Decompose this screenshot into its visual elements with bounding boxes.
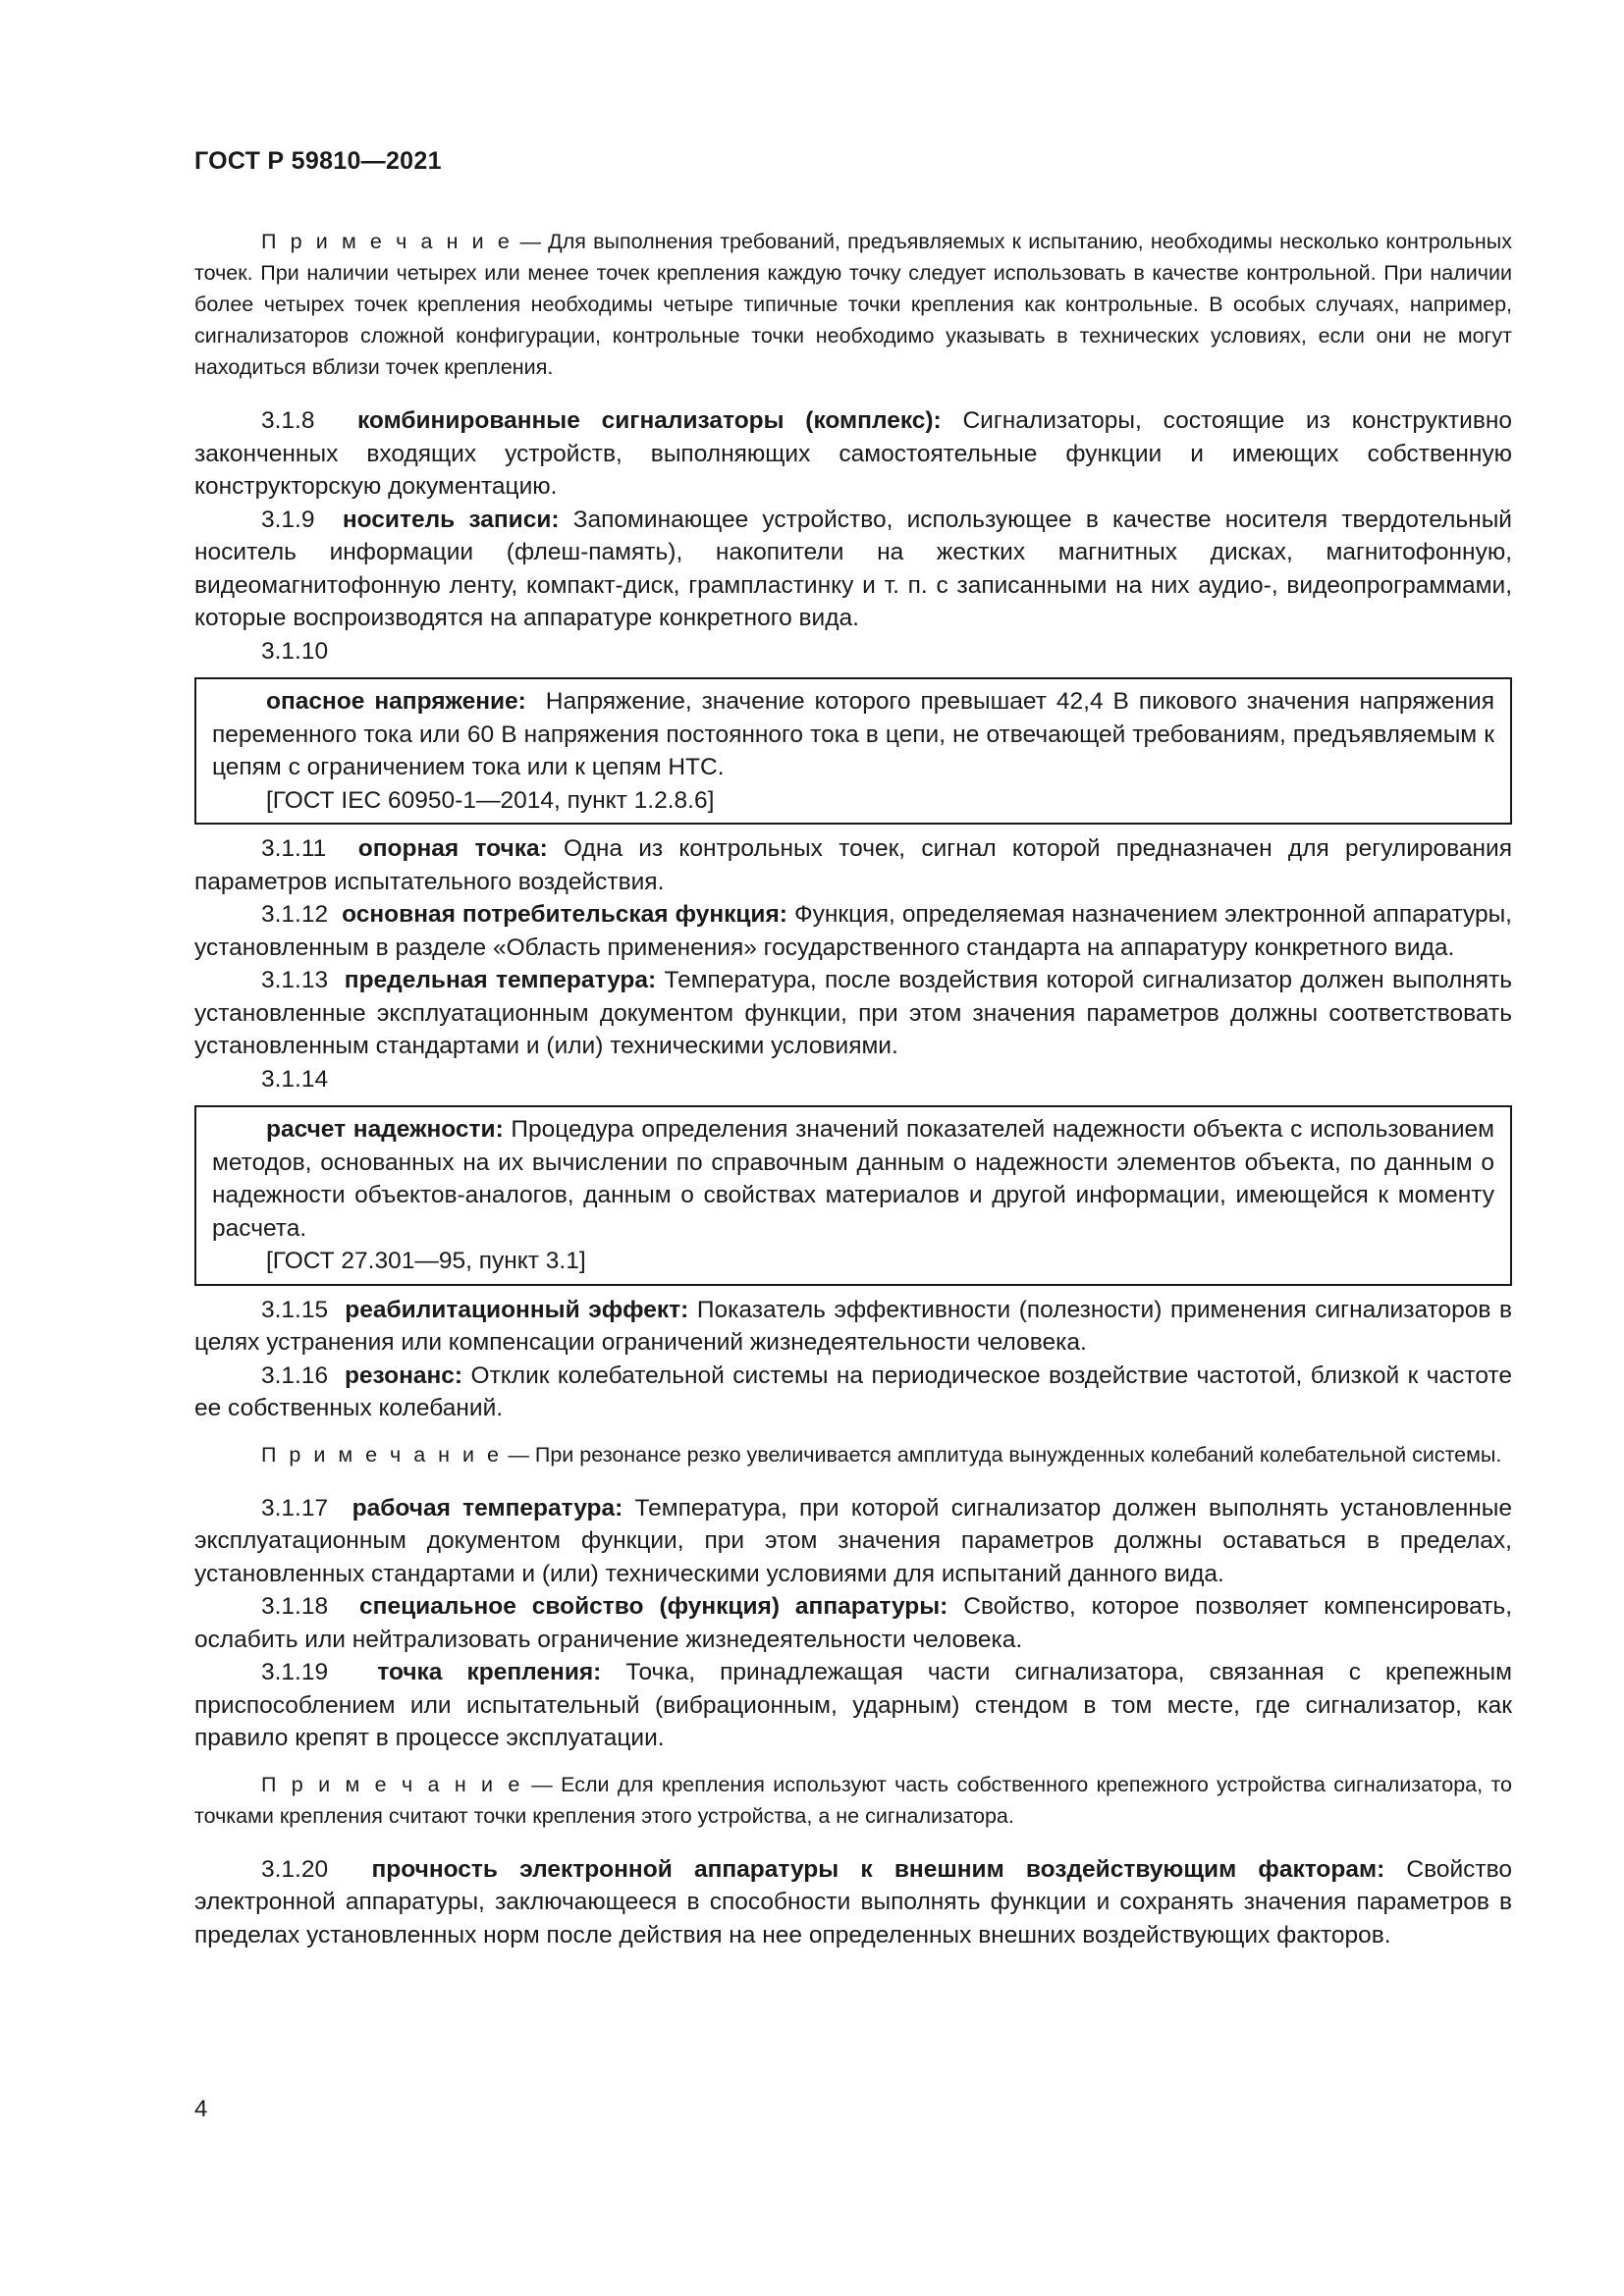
term-definition: Одна из контрольных точек, сигнал которой предназначен для регулирования параметров испытательного воздействия.	[194, 835, 1513, 895]
term-number: 3.1.17	[261, 1494, 352, 1522]
term-number: 3.1.9	[261, 506, 343, 533]
term-number: 3.1.8	[261, 407, 357, 434]
term-definition: Отклик колебательной системы на периодическое воздействие частотой, близкой к частоте ее собственных колебаний.	[194, 1362, 1513, 1421]
term-title: основная потребительская функция:	[342, 901, 787, 928]
page-content	[194, 226, 1512, 1951]
note-text: — При резонансе резко увеличивается амплитуда вынужденных колебаний колебательной системы.	[502, 1442, 1502, 1467]
term-title: опасное напряжение:	[266, 688, 526, 715]
term-definition: Запоминающее устройство, использующее в качестве носителя твердотельный носитель информации (флеш-память), накопители на жестких магнитных дисках, магнитофонную, видеомагнитофонную ленту, компакт-диск, грампластинку и т. п. с записанными на них аудио-, видеопрограммами, которые воспроизводятся на аппаратуре конкретного вида.	[194, 506, 1512, 631]
term-3-1-20	[194, 1853, 1512, 1952]
term-definition: Температура, после воздействия которой сигнализатор должен выполнять установленные эксплуатационным документом функции, при этом значения параметров должны соответствовать установленным стандартами и (или) техническими условиями.	[194, 967, 1513, 1059]
term-number: 3.1.12	[261, 901, 343, 928]
term-3-1-11	[194, 832, 1512, 898]
term-3-1-19	[194, 1656, 1512, 1755]
term-3-1-13	[194, 964, 1512, 1063]
term-title: расчет надежности:	[266, 1116, 504, 1143]
term-title: специальное свойство (функция) аппаратуры:	[359, 1593, 948, 1620]
term-title: комбинированные сигнализаторы (комплекс):	[356, 407, 942, 434]
term-definition: Напряжение, значение которого превышает 42,4 В пикового значения напряжения переменного тока или 60 В напряжения постоянного тока в цепи, не отвечающей требованиям, предъявляемым к цепям с ограничением тока или к цепям НТС.	[212, 688, 1501, 780]
term-title: реабилитационный эффект:	[345, 1296, 689, 1323]
quoted-term-box-3-1-10	[194, 677, 1512, 825]
term-number: 3.1.15	[261, 1296, 346, 1323]
term-3-1-8	[194, 404, 1512, 504]
term-3-1-9	[194, 504, 1512, 635]
note-label: П р и м е ч а н и е	[261, 230, 514, 253]
term-3-1-16	[194, 1360, 1512, 1425]
term-number-3-1-14: 3.1.14	[261, 1065, 329, 1093]
note-label: П р и м е ч а н и е	[261, 1772, 523, 1796]
term-title: прочность электронной аппаратуры к внешним воздействующим факторам:	[371, 1855, 1385, 1883]
quoted-term-box-3-1-14	[194, 1105, 1512, 1286]
term-source: [ГОСТ 27.301—95, пункт 3.1]	[266, 1248, 586, 1274]
term-definition: Показатель эффективности (полезности) применения сигнализаторов в целях устранения или компенсации ограничений жизнедеятельности человека.	[194, 1296, 1512, 1356]
term-definition: Температура, при которой сигнализатор должен выполнять установленные эксплуатационным документом функции, при этом значения параметров должны оставаться в пределах, установленных стандартами и (или) техническими условиями для испытаний данного вида.	[194, 1494, 1512, 1587]
term-number: 3.1.20	[261, 1855, 372, 1883]
term-number: 3.1.11	[261, 835, 358, 862]
term-number: 3.1.19	[261, 1659, 378, 1685]
document-page	[194, 0, 1512, 2296]
term-source: [ГОСТ IEC 60950-1—2014, пункт 1.2.8.6]	[266, 786, 715, 814]
term-3-1-18	[194, 1590, 1512, 1656]
document-code: ГОСТ Р 59810—2021	[194, 147, 442, 175]
term-title: точка крепления:	[377, 1659, 602, 1685]
note-resonance	[194, 1439, 1512, 1470]
term-3-1-10	[212, 685, 1501, 784]
term-3-1-12	[194, 898, 1512, 964]
term-3-1-17	[194, 1492, 1512, 1591]
term-definition: Свойство, которое позволяет компенсировать, ослабить или нейтрализовать ограничение жизнедеятельности человека.	[194, 1593, 1512, 1653]
term-number: 3.1.13	[261, 967, 345, 993]
term-3-1-14	[212, 1113, 1494, 1245]
note-label: П р и м е ч а н и е	[261, 1442, 503, 1467]
term-title: опорная точка:	[357, 835, 548, 862]
note-mounting-points	[194, 1769, 1512, 1832]
term-number: 3.1.18	[261, 1593, 360, 1620]
term-definition: Точка, принадлежащая части сигнализатора, связанная с крепежным приспособлением или испытательный (вибрационным, ударным) стендом в том месте, где сигнализатор, как правило крепят в процессе эксплуатации.	[194, 1659, 1513, 1751]
note-text: — Для выполнения требований, предъявляемых к испытанию, необходимы несколько контрольных точек. При наличии четырех или менее точек крепления каждую точку следует использовать в качестве контрольной. При наличии более четырех точек крепления необходимы четыре типичные точки крепления как контрольные. В особых случаях, например, сигнализаторов сложной конфигурации, контрольные точки необходимо указывать в технических условиях, если они не могут находиться вблизи точек крепления.	[194, 230, 1513, 379]
term-title: предельная температура:	[344, 967, 657, 993]
term-number: 3.1.16	[261, 1362, 345, 1389]
term-definition: Сигнализаторы, состоящие из конструктивно законченных входящих устройств, выполняющих самостоятельные функции и имеющих собственную конструкторскую документацию.	[194, 407, 1512, 500]
term-definition: Свойство электронной аппаратуры, заключающееся в способности выполнять функции и сохранять значения параметров в пределах установленных норм после действия на нее определенных внешних воздействующих факторов.	[194, 1855, 1513, 1949]
term-title: резонанс:	[344, 1362, 463, 1389]
term-3-1-15	[194, 1294, 1512, 1360]
term-title: носитель записи:	[342, 506, 560, 533]
term-title: рабочая температура:	[352, 1494, 623, 1522]
term-definition: Процедура определения значений показателей надежности объекта с использованием методов, основанных на их вычислении по справочным данным о надежности элементов объекта, по данным о надежности объектов-аналогов, данным о свойствах материалов и другой информации, имеющейся к моменту расчета.	[212, 1116, 1494, 1242]
note-control-points	[194, 226, 1512, 383]
page-number: 4	[194, 2096, 208, 2122]
term-definition: Функция, определяемая назначением электронной аппаратуры, установленным в разделе «Область применения» государственного стандарта на аппаратуру конкретного вида.	[194, 901, 1512, 961]
term-number-3-1-10: 3.1.10	[261, 637, 329, 665]
note-text: — Если для крепления используют часть собственного крепежного устройства сигнализатора, то точками крепления считают точки крепления этого устройства, а не сигнализатора.	[194, 1772, 1513, 1828]
